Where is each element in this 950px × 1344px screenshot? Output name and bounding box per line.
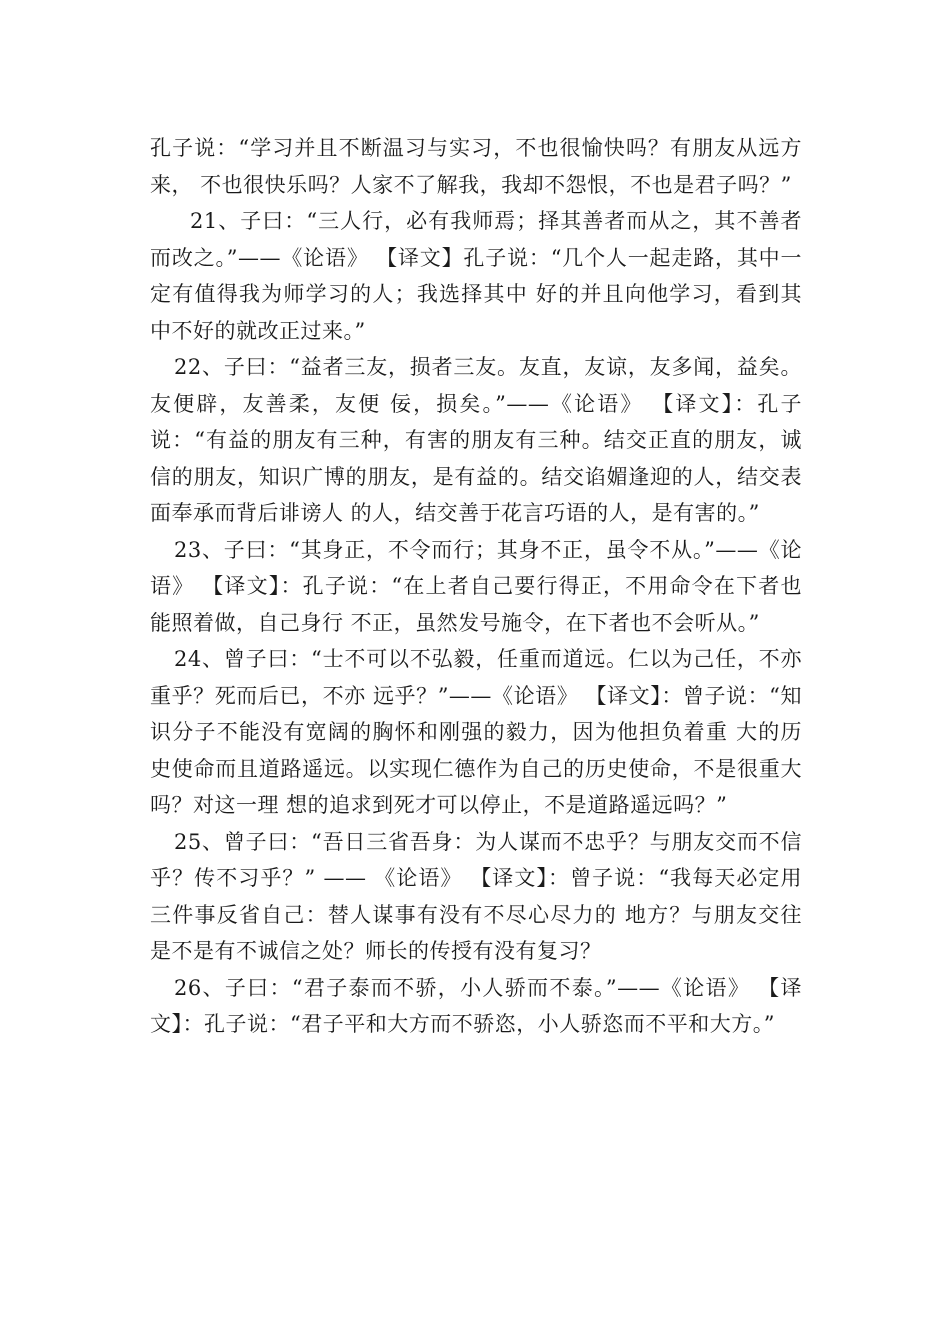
paragraph-quote-23: 23、子曰：“其身正，不令而行；其身不正，虽令不从。”——《论语》 【译文】：孔子说：“在上者自己要行得正，不用命令在下者也能照着做，自己身行 不正，虽然发号施令，在下者也不会听从。” bbox=[150, 537, 802, 635]
paragraph-quote-22: 22、子曰：“益者三友，损者三友。友直，友谅，友多闻，益矣。友便辟，友善柔，友便 佞，损矣。”——《论语》 【译文】：孔子说：“有益的朋友有三种，有害的朋友有三种。结交正直的朋友，诚 信的朋友，知识广博的朋友，是有益的。结交谄媚逢迎的人，结交表面奉承而背后诽谤人 的人，结交善于花言巧语的人，是有害的。” bbox=[150, 355, 802, 525]
paragraph-translation-20: 孔子说：“学习并且不断温习与实习，不也很愉快吗？有朋友从远方来， 不也很快乐吗？人家不了解我，我却不怨恨，不也是君子吗？” bbox=[150, 136, 802, 197]
paragraph-quote-21: 21、子曰：“三人行，必有我师焉；择其善者而从之，其不善者而改之。”——《论语》 【译文】孔子说：“几个人一起走路，其中一定有值得我为师学习的人；我选择其中 好的并且向他学习，看到其中不好的就改正过来。” bbox=[150, 209, 802, 343]
document-body bbox=[150, 130, 802, 1043]
paragraph-quote-25: 25、曾子曰：“吾日三省吾身：为人谋而不忠乎？与朋友交而不信乎？传不习乎？” —— 《论语》 【译文】：曾子说：“我每天必定用三件事反省自己：替人谋事有没有不尽心尽力的 地方？与朋友交往是不是有不诚信之处？师长的传授有没有复习？ bbox=[150, 829, 802, 963]
paragraph-quote-24: 24、曾子曰：“士不可以不弘毅，任重而道远。仁以为己任，不亦重乎？死而后已，不亦 远乎？”——《论语》 【译文】：曾子说：“知识分子不能没有宽阔的胸怀和刚强的毅力，因为他担负着重 大的历史使命而且道路遥远。以实现仁德作为自己的历史使命，不是很重大吗？对这一理 想的追求到死才可以停止，不是道路遥远吗？” bbox=[150, 647, 802, 817]
paragraph-quote-26: 26、子曰：“君子泰而不骄，小人骄而不泰。”——《论语》 【译文】：孔子说：“君子平和大方而不骄恣，小人骄恣而不平和大方。” bbox=[150, 975, 802, 1036]
